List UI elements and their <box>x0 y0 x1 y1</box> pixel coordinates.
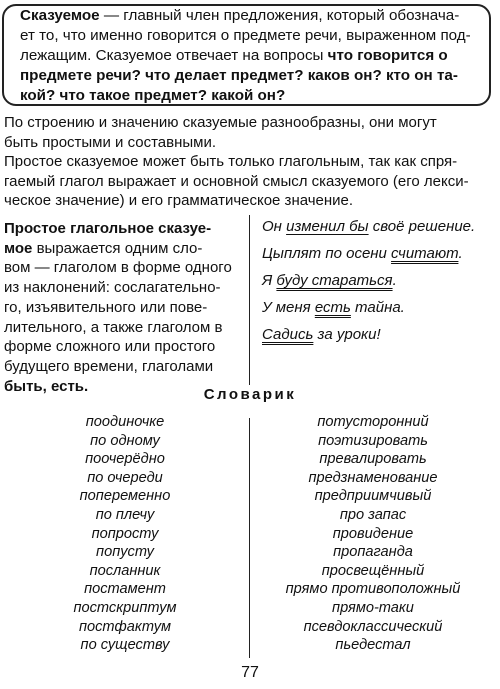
bold-term: что говорится о <box>327 47 448 64</box>
predicate-underlined: буду стараться <box>276 272 393 289</box>
text-line <box>4 278 240 298</box>
vocabulary-word: постскриптум <box>73 599 177 616</box>
vocabulary-word: по одному <box>90 432 160 449</box>
vocabulary-word: пьедестал <box>335 637 411 654</box>
text-run: вом — глаголом в форме одного <box>4 259 232 277</box>
bold-term: кой? что такое предмет? какой он? <box>20 87 286 104</box>
vocabulary-word: постфактум <box>78 618 172 635</box>
text-run: быть простыми и составными. <box>4 133 217 151</box>
vocabulary-right-column <box>268 413 478 655</box>
example-sentence <box>262 295 498 322</box>
vocabulary-word: попеременно <box>79 488 171 505</box>
column-divider <box>249 215 250 385</box>
text-line <box>4 113 498 133</box>
vocabulary-word: поочерёдно <box>85 451 165 468</box>
vocabulary-word: просвещённый <box>321 562 425 579</box>
text-run: лительного, а также глаголом в <box>4 318 223 336</box>
bold-term: Простое глагольное сказуе- <box>4 220 212 237</box>
predicate-underlined: изменил бы <box>286 218 369 235</box>
text-run: ет то, что именно говорится о предмете речи, выраженном под- <box>20 27 471 44</box>
text-line <box>20 6 495 26</box>
examples-list <box>262 214 498 349</box>
text-run: Он <box>262 218 287 235</box>
vocabulary-word: по существу <box>80 637 170 654</box>
text-run: будущего времени, глаголами <box>4 357 214 375</box>
vocabulary-left-column <box>40 413 210 655</box>
text-line <box>4 258 240 278</box>
example-sentence <box>262 268 498 295</box>
text-line <box>20 46 495 66</box>
text-run: форме сложного или простого <box>4 338 216 356</box>
text-run: из наклонений: сослагательно- <box>4 279 221 297</box>
vocabulary-word: псевдоклассический <box>303 618 443 635</box>
example-sentence <box>262 322 498 349</box>
text-line <box>4 357 240 377</box>
definition-text <box>20 6 495 106</box>
text-run: . <box>458 245 463 262</box>
example-sentence <box>262 214 498 241</box>
vocabulary-word: попросту <box>91 525 159 542</box>
text-run: го, изъявительного или пове- <box>4 298 208 316</box>
text-run: . <box>392 272 397 289</box>
text-run: лежащим. Сказуемое отвечает на вопросы <box>20 47 328 64</box>
vocabulary-word: пропаганда <box>333 544 413 561</box>
text-line <box>4 133 498 153</box>
vocabulary-word: провидение <box>332 525 414 542</box>
text-line <box>4 219 240 239</box>
vocabulary-word: прямо противоположный <box>285 581 461 598</box>
predicate-underlined: Садись <box>262 326 314 343</box>
vocabulary-word: про запас <box>339 506 407 523</box>
text-line <box>4 152 498 172</box>
text-run: — главный член предложения, который обознача- <box>99 7 460 24</box>
text-line <box>4 239 240 259</box>
text-run: тайна. <box>350 299 405 316</box>
text-run: У меня <box>262 299 315 316</box>
text-run: выражается одним сло- <box>32 239 203 257</box>
text-line <box>4 298 240 318</box>
bold-term: мое <box>4 239 33 257</box>
vocabulary-word: постамент <box>84 581 166 598</box>
vocabulary-word: предзнаменование <box>308 469 438 486</box>
text-run: По строению и значению сказуемые разнообразны, они могут <box>4 114 437 131</box>
text-run: Цыплят по осени <box>262 245 392 262</box>
text-line <box>4 337 240 357</box>
text-line <box>4 172 498 192</box>
text-run: Я <box>262 272 277 289</box>
text-run: за уроки! <box>313 326 381 343</box>
vocabulary-divider <box>249 418 250 658</box>
example-sentence <box>262 241 498 268</box>
text-run: гаемый глагол выражает и основной смысл сказуемого (его лекси- <box>4 172 469 190</box>
bold-term: быть, есть. <box>4 377 89 395</box>
vocabulary-word: посланник <box>89 562 161 579</box>
vocabulary-word: превалировать <box>319 451 427 468</box>
text-line <box>20 26 495 46</box>
predicate-underlined: есть <box>314 299 351 316</box>
vocabulary-word: поэтизировать <box>318 432 428 449</box>
page-number: 77 <box>241 664 259 681</box>
vocabulary-word: по очереди <box>87 469 163 486</box>
text-line <box>20 86 495 106</box>
text-line <box>4 191 498 211</box>
vocabulary-word: поодиночке <box>85 414 165 430</box>
verb-predicate-rule <box>4 219 240 396</box>
text-run: ческое значение) и его грамматическое значение. <box>4 192 354 209</box>
vocabulary-word: прямо-таки <box>332 599 414 616</box>
bold-term: предмете речи? что делает предмет? каков он? кто он та- <box>20 67 458 84</box>
bold-term: Сказуемое <box>20 7 100 24</box>
vocabulary-title: Словарик <box>203 386 297 403</box>
vocabulary-word: попусту <box>96 544 154 561</box>
text-run: своё решение. <box>368 218 476 235</box>
vocabulary-word: предприимчивый <box>314 488 432 505</box>
vocabulary-word: по плечу <box>95 506 155 523</box>
paragraph-structure <box>4 113 498 152</box>
text-run: Простое сказуемое может быть только глагольным, так как спря- <box>4 153 458 170</box>
paragraph-simple-predicate <box>4 152 498 211</box>
text-line <box>20 66 495 86</box>
predicate-underlined: считают <box>391 245 459 262</box>
vocabulary-word: потусторонний <box>317 414 429 430</box>
text-line <box>4 318 240 338</box>
